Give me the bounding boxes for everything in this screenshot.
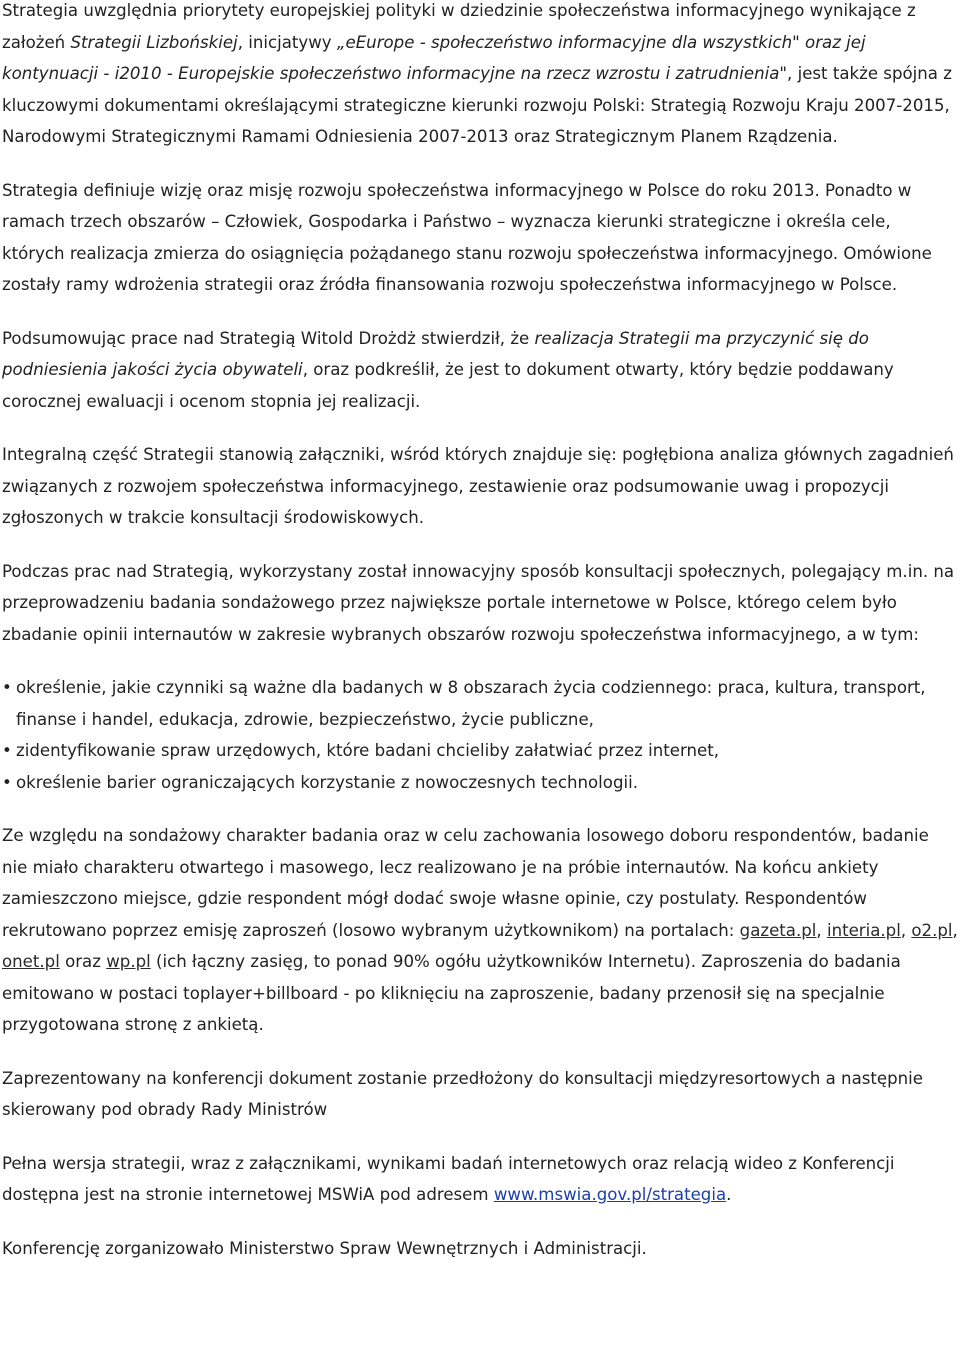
list-item: • określenie barier ograniczających korzystanie z nowoczesnych technologii.: [16, 767, 958, 799]
link-onet[interactable]: onet.pl: [2, 952, 60, 971]
italic-text: oraz jej kontynuacji -: [2, 32, 866, 83]
survey-goals-list: [2, 672, 958, 798]
paragraph-attachments: Integralną część Strategii stanowią załączniki, wśród których znajduje się: pogłębiona analiza głównych zagadnień związanych z rozwojem społeczeństwa informacyjnego, zestawienie oraz podsumowanie uwag i propozycji zgłoszonych w trakcie konsultacji środowiskowych.: [2, 445, 954, 527]
italic-text: Strategii Lizbońskiej: [70, 32, 238, 52]
paragraph-full-version: [2, 1148, 958, 1211]
text: .: [726, 1185, 732, 1204]
text: ,: [900, 920, 912, 940]
text: oraz: [59, 952, 107, 971]
paragraph-summary-quote: [2, 323, 958, 418]
paragraph-strategy-priorities: [2, 0, 958, 153]
italic-quote: realizacja Strategii ma przyczynić się do podniesienia jakości życia obywateli: [2, 328, 869, 379]
text: , inicjatywy: [237, 32, 337, 52]
text: Ze względu na sondażowy charakter badania oraz w celu zachowania losowego doboru respondentów, badanie nie miało charakteru otwartego i masowego, lecz realizowano je na próbie internautów. Na końcu ankiety zamieszczono miejsce, gdzie respondent mógł dodać swoje własne opinie, czy postulaty. Respondentów rekrutowano poprzez emisję zaproszeń (losowo wybranym użytkownikom) na portalach:: [2, 826, 929, 940]
text: (ich łączny zasięg, to ponad 90% ogółu użytkowników Internetu). Zaproszenia do badania emitowano w postaci toplayer+billboard - po kliknięciu na zaproszenie, badany przenosił się na specjalnie przygotowana stronę z ankietą.: [2, 952, 901, 1034]
text: ,: [952, 920, 958, 940]
text: Strategia uwzględnia priorytety europejskiej polityki w dziedzinie społeczeństwa informacyjnego wynikające z założeń: [2, 1, 916, 52]
link-gazeta[interactable]: gazeta.pl: [739, 920, 817, 940]
list-item: • określenie, jakie czynniki są ważne dla badanych w 8 obszarach życia codziennego: praca, kultura, transport, finanse i handel, edukacja, zdrowie, bezpieczeństwo, życie publiczne,: [16, 672, 958, 735]
list-item: • zidentyfikowanie spraw urzędowych, które badani chcieliby załatwiać przez internet,: [16, 735, 958, 767]
text: Podsumowując prace nad Strategią Witold Drożdż stwierdził, że: [2, 328, 535, 348]
text: , jest także spójna z kluczowymi dokumentami określającymi strategiczne kierunki rozwoju Polski: Strategią Rozwoju Kraju 2007-2015, Narodowymi Strategicznymi Ramami Odniesienia 2007-2013 oraz Strategicznym Planem Rządzenia.: [2, 64, 952, 146]
link-mswia-strategia[interactable]: www.mswia.gov.pl/strategia: [493, 1185, 727, 1204]
paragraph-next-steps: Zaprezentowany na konferencji dokument zostanie przedłożony do konsultacji międzyresortowych a następnie skierowany pod obrady Rady Ministrów: [2, 1068, 923, 1119]
link-o2[interactable]: o2.pl: [911, 920, 953, 940]
link-wp[interactable]: wp.pl: [106, 952, 151, 971]
paragraph-organizer: Konferencję zorganizowało Ministerstwo Spraw Wewnętrznych i Administracji.: [2, 1238, 647, 1258]
paragraph-survey-method: [2, 820, 958, 1041]
text: , oraz podkreślił, że jest to dokument otwarty, który będzie poddawany corocznej ewaluacji i ocenom stopnia jej realizacji.: [2, 360, 894, 411]
italic-text: „eEurope - społeczeństwo informacyjne dla wszystkich": [336, 32, 800, 52]
paragraph-consultation: Podczas prac nad Strategią, wykorzystany został innowacyjny sposób konsultacji społecznych, polegający m.in. na przeprowadzeniu badania sondażowego przez największe portale internetowe w Polsce, którego celem było zbadanie opinii internautów w zakresie wybranych obszarów rozwoju społeczeństwa informacyjnego, a w tym:: [2, 561, 955, 644]
text: ,: [816, 920, 827, 940]
paragraph-vision-mission: Strategia definiuje wizję oraz misję rozwoju społeczeństwa informacyjnego w Polsce do roku 2013. Ponadto w ramach trzech obszarów – Człowiek, Gospodarka i Państwo – wyznacza kierunki strategiczne i określa cele, których realizacja zmierza do osiągnięcia pożądanego stanu rozwoju społeczeństwa informacyjnego. Omówione zostały ramy wdrożenia strategii oraz źródła finansowania rozwoju społeczeństwa informacyjnego w Polsce.: [2, 180, 932, 294]
link-interia[interactable]: interia.pl: [826, 920, 901, 940]
italic-text: i2010 - Europejskie społeczeństwo informacyjne na rzecz wzrostu i zatrudnienia": [114, 64, 788, 83]
text: Pełna wersja strategii, wraz z załącznikami, wynikami badań internetowych oraz relacją wideo z Konferencji dostępna jest na stronie internetowej MSWiA pod adresem: [2, 1153, 895, 1204]
